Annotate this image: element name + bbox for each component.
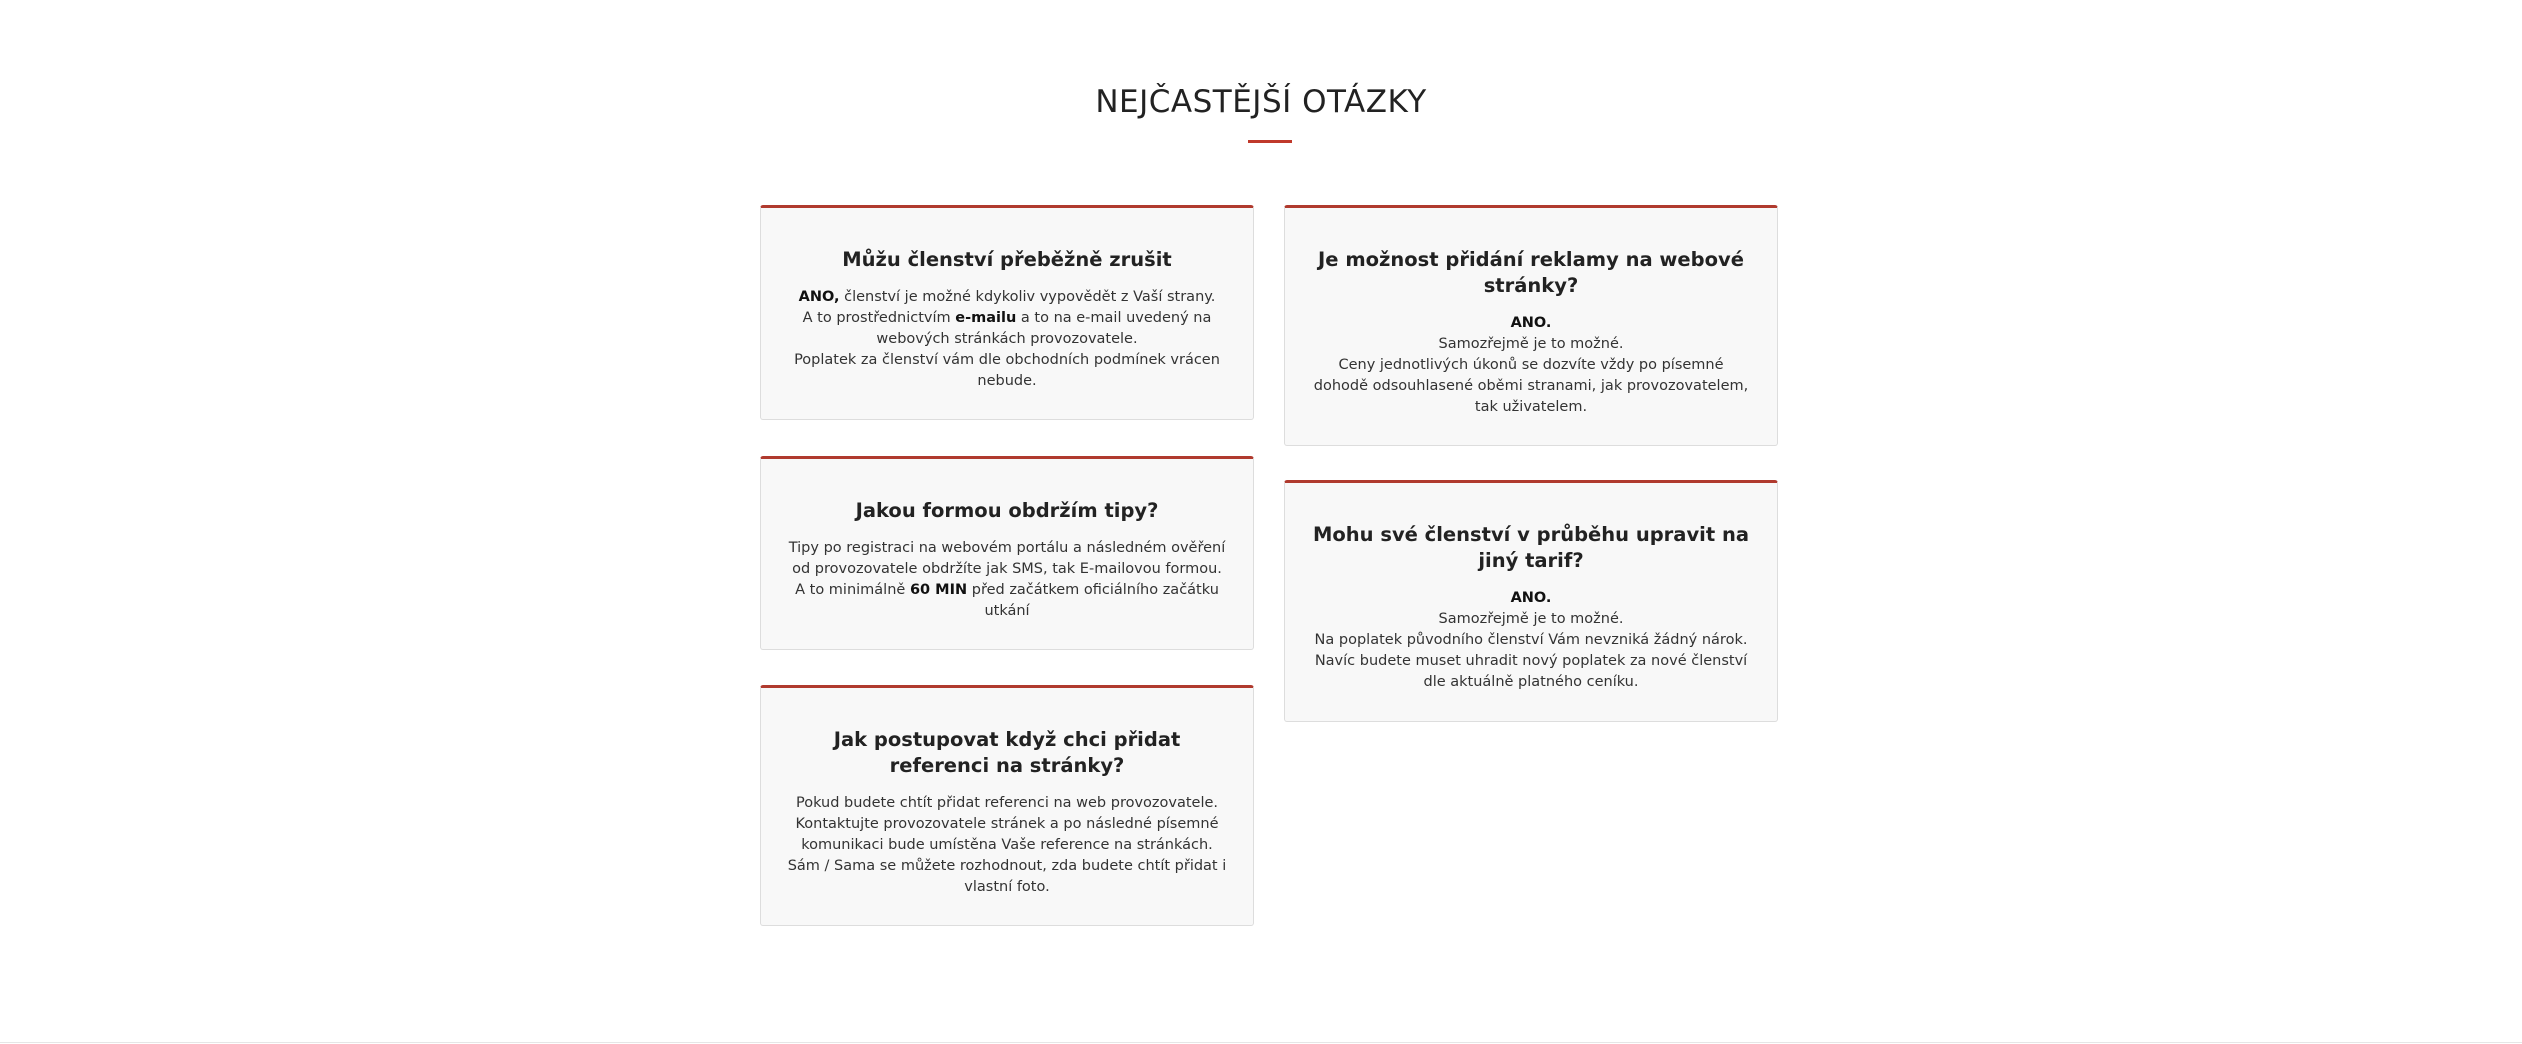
faq-card-cancel-membership [760,205,1254,420]
answer-text: Poplatek za členství vám dle obchodních podmínek vrácen nebude. [794,352,1220,389]
faq-answer [1311,313,1751,418]
answer-text: Kontaktujte provozovatele stránek a po následné písemné komunikaci bude umístěna Vaše reference na stránkách. [795,816,1219,853]
answer-emphasis: ANO. [1510,590,1552,606]
faq-question: Jak postupovat když chci přidat referenci na stránky? [833,728,1181,777]
answer-text: Samozřejmě je to možné. [1438,611,1624,627]
answer-text: A to minimálně [795,582,910,598]
answer-text: Samozřejmě je to možné. [1438,336,1624,352]
answer-text: A to prostřednictvím [802,310,956,326]
answer-text: Navíc budete muset uhradit nový poplatek za nové členství dle aktuálně platného ceníku. [1314,653,1748,690]
faq-card-add-reference [760,685,1254,926]
answer-text: Sám / Sama se můžete rozhodnout, zda budete chtít přidat i vlastní foto. [787,858,1227,895]
faq-card-change-tariff [1284,480,1778,722]
faq-question: Mohu své členství v průběhu upravit na jiný tarif? [1312,523,1749,572]
answer-text: členství je možné kdykoliv vypovědět z Vaší strany. [839,289,1216,305]
faq-question: Jakou formou obdržím tipy? [855,499,1159,522]
answer-text: a to na e-mail uvedený na webových stránkách provozovatele. [876,310,1212,347]
answer-text: Na poplatek původního členství Vám nevzniká žádný nárok. [1314,632,1748,648]
answer-emphasis: ANO, [798,289,840,305]
answer-emphasis: e-mailu [955,310,1017,326]
faq-question: Můžu členství přeběžně zrušit [842,248,1172,271]
title-underline [1248,140,1292,143]
faq-answer [1311,588,1751,693]
answer-text: Ceny jednotlivých úkonů se dozvíte vždy po písemné dohodě odsouhlasené oběmi stranami, jak provozovatelem, tak uživatelem. [1313,357,1749,415]
faq-answer [787,538,1227,622]
faq-question: Je možnost přidání reklamy na webové stránky? [1318,248,1744,297]
footer-divider [0,1042,2522,1043]
faq-answer [787,793,1227,898]
answer-emphasis: 60 MIN [909,582,968,598]
answer-text: Tipy po registraci na webovém portálu a následném ověření od provozovatele obdržíte jak SMS, tak E-mailovou formou. [788,540,1226,577]
faq-card-tips-delivery [760,456,1254,650]
answer-text: Pokud budete chtít přidat referenci na web provozovatele. [795,795,1219,811]
faq-answer [787,287,1227,392]
faq-card-advertising [1284,205,1778,446]
section-title: NEJČASTĚJŠÍ OTÁZKY [1095,84,1427,120]
answer-emphasis: ANO. [1510,315,1552,331]
answer-text: před začátkem oficiálního začátku utkání [967,582,1219,619]
